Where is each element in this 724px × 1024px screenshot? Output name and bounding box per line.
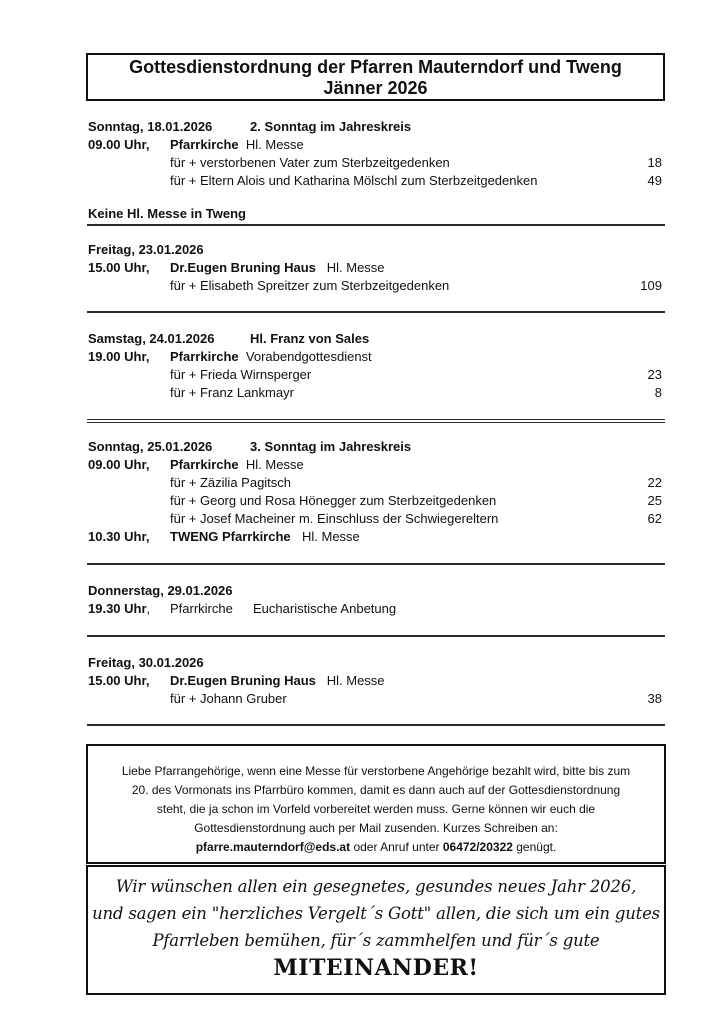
intention-row: [0, 366, 724, 384]
service-time: 15.00 Uhr,: [88, 673, 150, 688]
notice-text: genügt.: [512, 840, 557, 854]
intention-text: für + Frieda Wirnsperger: [170, 367, 312, 382]
service-type: Hl. Messe: [245, 457, 304, 472]
separator-line: [87, 563, 665, 565]
service-row: [0, 136, 724, 154]
intention-text: für + Josef Macheiner m. Einschluss der Schwiegereltern: [170, 511, 499, 526]
service-time: 15.00 Uhr,: [88, 260, 150, 275]
intention-text: für + verstorbenen Vater zum Sterbzeitgedenken: [170, 155, 450, 170]
service-time-suffix: ,: [146, 601, 151, 616]
service-time: 09.00 Uhr,: [88, 137, 150, 152]
service-row: [0, 456, 724, 474]
service-location: Pfarrkirche: [170, 137, 239, 152]
notice-contact-line: [88, 838, 664, 857]
intention-number: 62: [647, 511, 662, 526]
service-location: Pfarrkirche: [170, 601, 233, 616]
double-separator-bottom: [87, 422, 665, 423]
service-type: Eucharistische Anbetung: [253, 601, 397, 616]
service-location: Pfarrkirche: [170, 457, 239, 472]
notice-box: [86, 744, 666, 864]
service-time: 19.00 Uhr,: [88, 349, 150, 364]
service-location: Dr.Eugen Bruning Haus: [170, 673, 316, 688]
service-location: TWENG Pfarrkirche: [170, 529, 291, 544]
intention-number: 49: [647, 173, 662, 188]
day-date: Sonntag, 18.01.2026: [88, 119, 213, 134]
intention-row: [0, 474, 724, 492]
double-separator-top: [87, 419, 665, 420]
day-date: Sonntag, 25.01.2026: [88, 439, 213, 454]
service-location-and-type: [170, 456, 304, 474]
separator-line: [87, 635, 665, 637]
service-location: Dr.Eugen Bruning Haus: [170, 260, 316, 275]
day-header: [0, 582, 724, 600]
intention-number: 23: [647, 367, 662, 382]
day-header: [0, 118, 724, 136]
service-type: Hl. Messe: [326, 673, 385, 688]
service-location-and-type: [170, 259, 385, 277]
greeting-line: Pfarrleben bemühen, für´s zammhelfen und für´s gute: [152, 931, 600, 950]
intention-number: 109: [640, 278, 662, 293]
service-type: Hl. Messe: [245, 137, 304, 152]
intention-number: 38: [647, 691, 662, 706]
service-location-and-type: [170, 136, 304, 154]
service-time: 09.00 Uhr,: [88, 457, 150, 472]
day-date: Donnerstag, 29.01.2026: [88, 583, 233, 598]
separator-line: [87, 724, 665, 726]
day-date: Freitag, 23.01.2026: [88, 242, 204, 257]
service-row: [0, 528, 724, 546]
separator-line: [87, 224, 665, 226]
service-location-and-type: [170, 672, 385, 690]
service-type: Vorabendgottesdienst: [245, 349, 372, 364]
intention-number: 8: [654, 385, 662, 400]
day-header: [0, 438, 724, 456]
greeting-box: [86, 865, 666, 995]
intention-number: 18: [647, 155, 662, 170]
intention-row: [0, 690, 724, 708]
service-type: Hl. Messe: [302, 529, 360, 544]
day-note-row: [0, 205, 724, 223]
intention-row: [0, 384, 724, 402]
notice-line: 20. des Vormonats ins Pfarrbüro kommen, damit es dann auch auf der Gottesdienstordnung: [131, 783, 621, 797]
service-location-and-type: [170, 348, 372, 366]
service-row: [0, 348, 724, 366]
service-row: [0, 259, 724, 277]
intention-text: für + Georg und Rosa Hönegger zum Sterbzeitgedenken: [170, 493, 497, 508]
page-subtitle: Jänner 2026: [323, 78, 428, 98]
service-row: [0, 672, 724, 690]
title-box: [86, 53, 665, 101]
service-time: 19.30 Uhr: [88, 601, 147, 616]
intention-text: für + Zäzilia Pagitsch: [170, 475, 292, 490]
notice-line: Gottesdienstordnung auch per Mail zusenden. Kurzes Schreiben an:: [194, 821, 558, 835]
intention-text: für + Franz Lankmayr: [170, 385, 294, 400]
day-header: [0, 330, 724, 348]
notice-line: Liebe Pfarrangehörige, wenn eine Messe für verstorbene Angehörige bezahlt wird, bitte bis zum: [121, 764, 631, 778]
greeting-line: Wir wünschen allen ein gesegnetes, gesundes neues Jahr 2026,: [115, 877, 637, 896]
intention-row: [0, 277, 724, 295]
service-type: Hl. Messe: [326, 260, 385, 275]
service-location: Pfarrkirche: [170, 349, 239, 364]
day-feast: Hl. Franz von Sales: [250, 331, 370, 346]
notice-line: steht, die ja schon im Vorfeld vorbereitet werden muss. Gerne können wir euch die: [156, 802, 596, 816]
page-title: Gottesdienstordnung der Pfarren Mauterndorf und Tweng: [129, 57, 622, 77]
day-header: [0, 654, 724, 672]
contact-email[interactable]: pfarre.mauterndorf@eds.at: [195, 840, 351, 854]
service-time-wrap: [88, 600, 150, 618]
intention-row: [0, 510, 724, 528]
day-header: [0, 241, 724, 259]
notice-text: oder Anruf unter: [350, 840, 443, 854]
day-date: Samstag, 24.01.2026: [88, 331, 215, 346]
intention-row: [0, 154, 724, 172]
intention-text: für + Eltern Alois und Katharina Mölschl zum Sterbzeitgedenken: [170, 173, 538, 188]
intention-number: 22: [647, 475, 662, 490]
service-time: 10.30 Uhr,: [88, 529, 150, 544]
greeting-line: und sagen ein "herzliches Vergelt´s Gott" allen, die sich um ein gutes: [92, 904, 660, 923]
intention-number: 25: [647, 493, 662, 508]
day-note: Keine Hl. Messe in Tweng: [88, 206, 246, 221]
intention-row: [0, 492, 724, 510]
day-feast: 3. Sonntag im Jahreskreis: [250, 439, 412, 454]
day-date: Freitag, 30.01.2026: [88, 655, 204, 670]
service-row: [0, 600, 724, 618]
greeting-emphasis: MITEINANDER!: [273, 955, 479, 981]
separator-line: [87, 311, 665, 313]
intention-text: für + Johann Gruber: [170, 691, 287, 706]
intention-row: [0, 172, 724, 190]
contact-phone[interactable]: 06472/20322: [442, 840, 513, 854]
day-feast: 2. Sonntag im Jahreskreis: [250, 119, 412, 134]
intention-text: für + Elisabeth Spreitzer zum Sterbzeitgedenken: [170, 278, 450, 293]
